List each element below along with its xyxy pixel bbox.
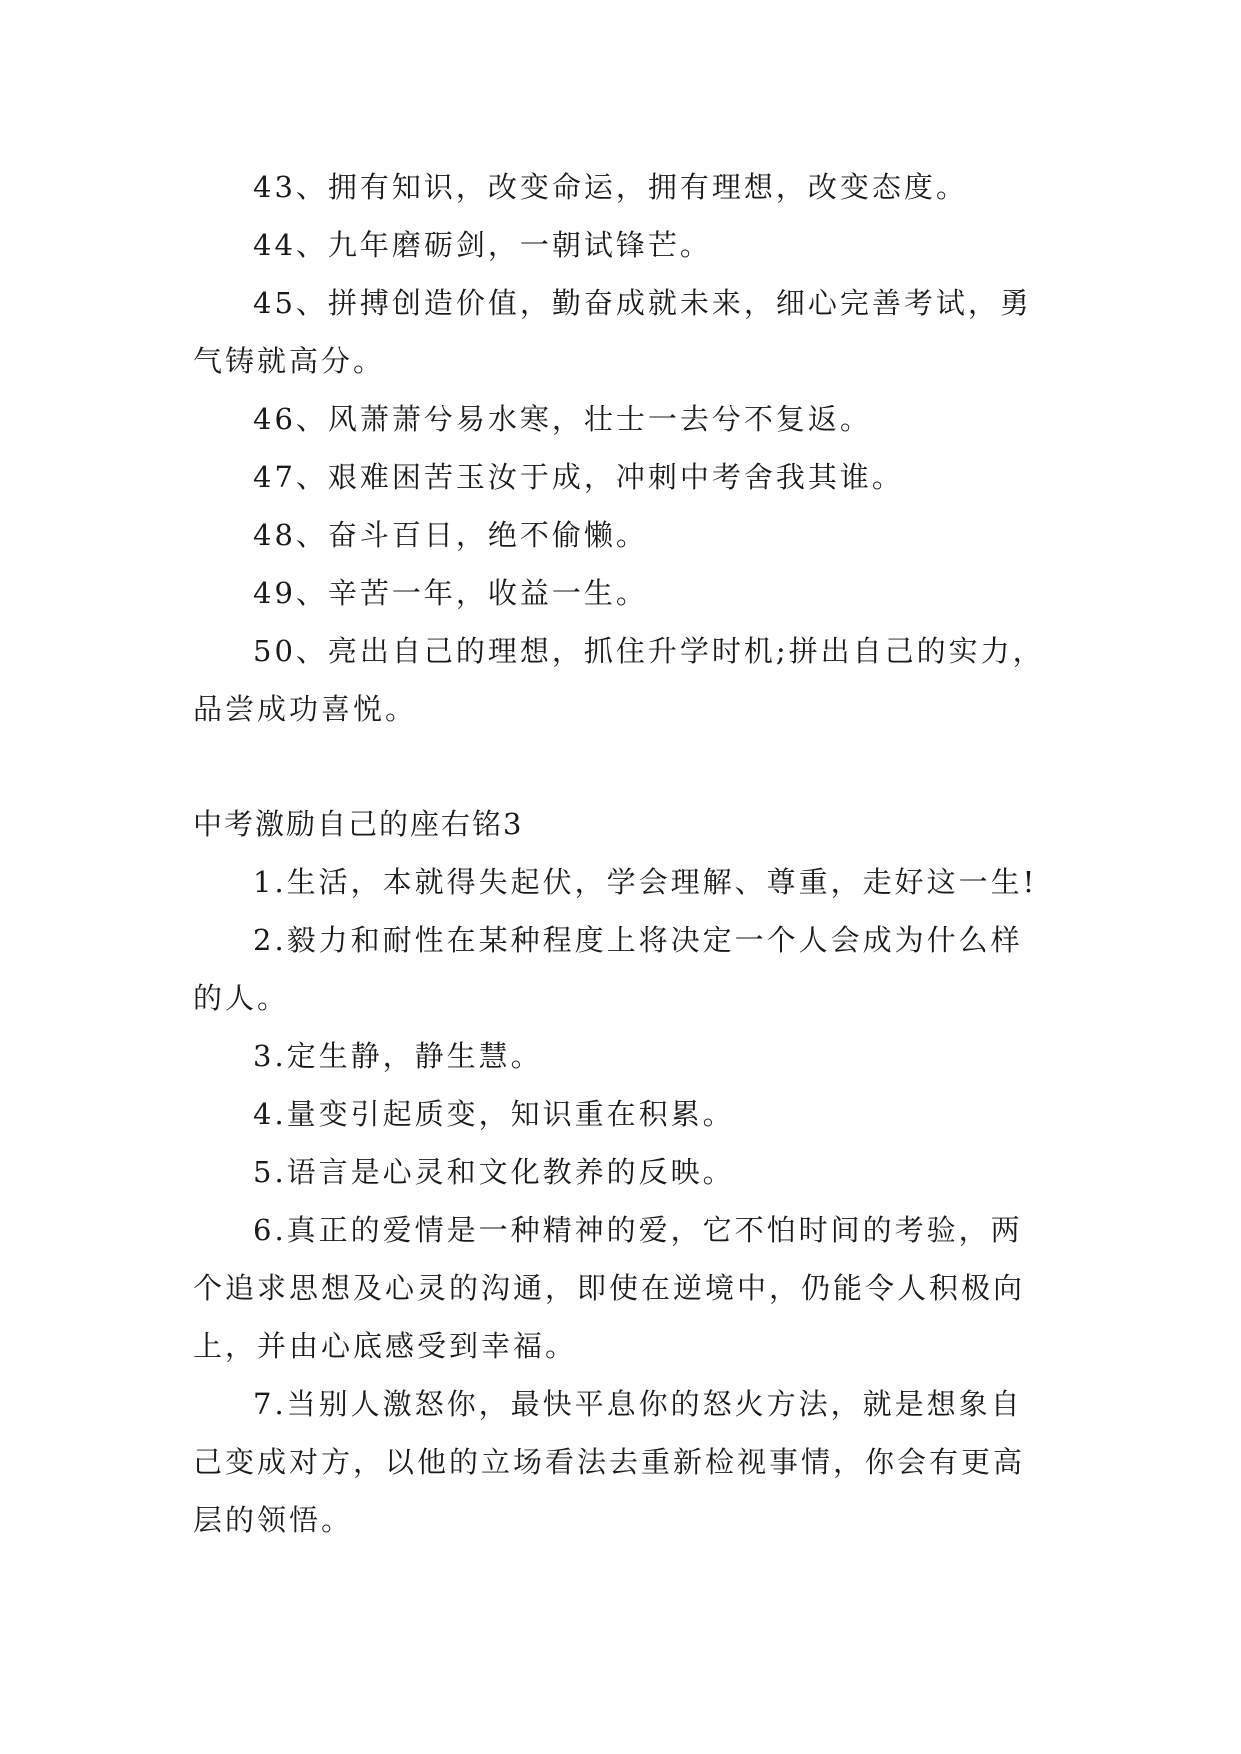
section-heading: 中考激励自己的座右铭3 — [193, 807, 524, 841]
document-body — [193, 158, 1051, 1549]
list-item: 49、辛苦一年，收益一生。 — [253, 576, 648, 610]
list-item: 5.语言是心灵和文化教养的反映。 — [253, 1155, 735, 1189]
list-item: 45、拼搏创造价值，勤奋成就未来，细心完善考试，勇气铸就高分。 — [193, 286, 1032, 378]
list-item: 46、风萧萧兮易水寒，壮士一去兮不复返。 — [253, 402, 872, 436]
list-item: 44、九年磨砺剑，一朝试锋芒。 — [253, 228, 712, 262]
list-item: 3.定生静，静生慧。 — [253, 1039, 543, 1073]
list-item: 2.毅力和耐性在某种程度上将决定一个人会成为什么样的人。 — [193, 923, 1023, 1015]
list-item: 4.量变引起质变，知识重在积累。 — [253, 1097, 735, 1131]
list-item: 50、亮出自己的理想，抓住升学时机;拼出自己的实力，品尝成功喜悦。 — [193, 634, 1045, 726]
list-item: 1.生活，本就得失起伏，学会理解、尊重，走好这一生! — [253, 865, 1038, 899]
list-item: 47、艰难困苦玉汝于成，冲刺中考舍我其谁。 — [253, 460, 904, 494]
list-item: 43、拥有知识，改变命运，拥有理想，改变态度。 — [253, 170, 968, 204]
list-item: 7.当别人激怒你，最快平息你的怒火方法，就是想象自己变成对方，以他的立场看法去重新检视事情，你会有更高层的领悟。 — [193, 1387, 1026, 1537]
list-item: 48、奋斗百日，绝不偷懒。 — [253, 518, 648, 552]
list-item: 6.真正的爱情是一种精神的爱，它不怕时间的考验，两个追求思想及心灵的沟通，即使在逆境中，仍能令人积极向上，并由心底感受到幸福。 — [193, 1213, 1026, 1363]
